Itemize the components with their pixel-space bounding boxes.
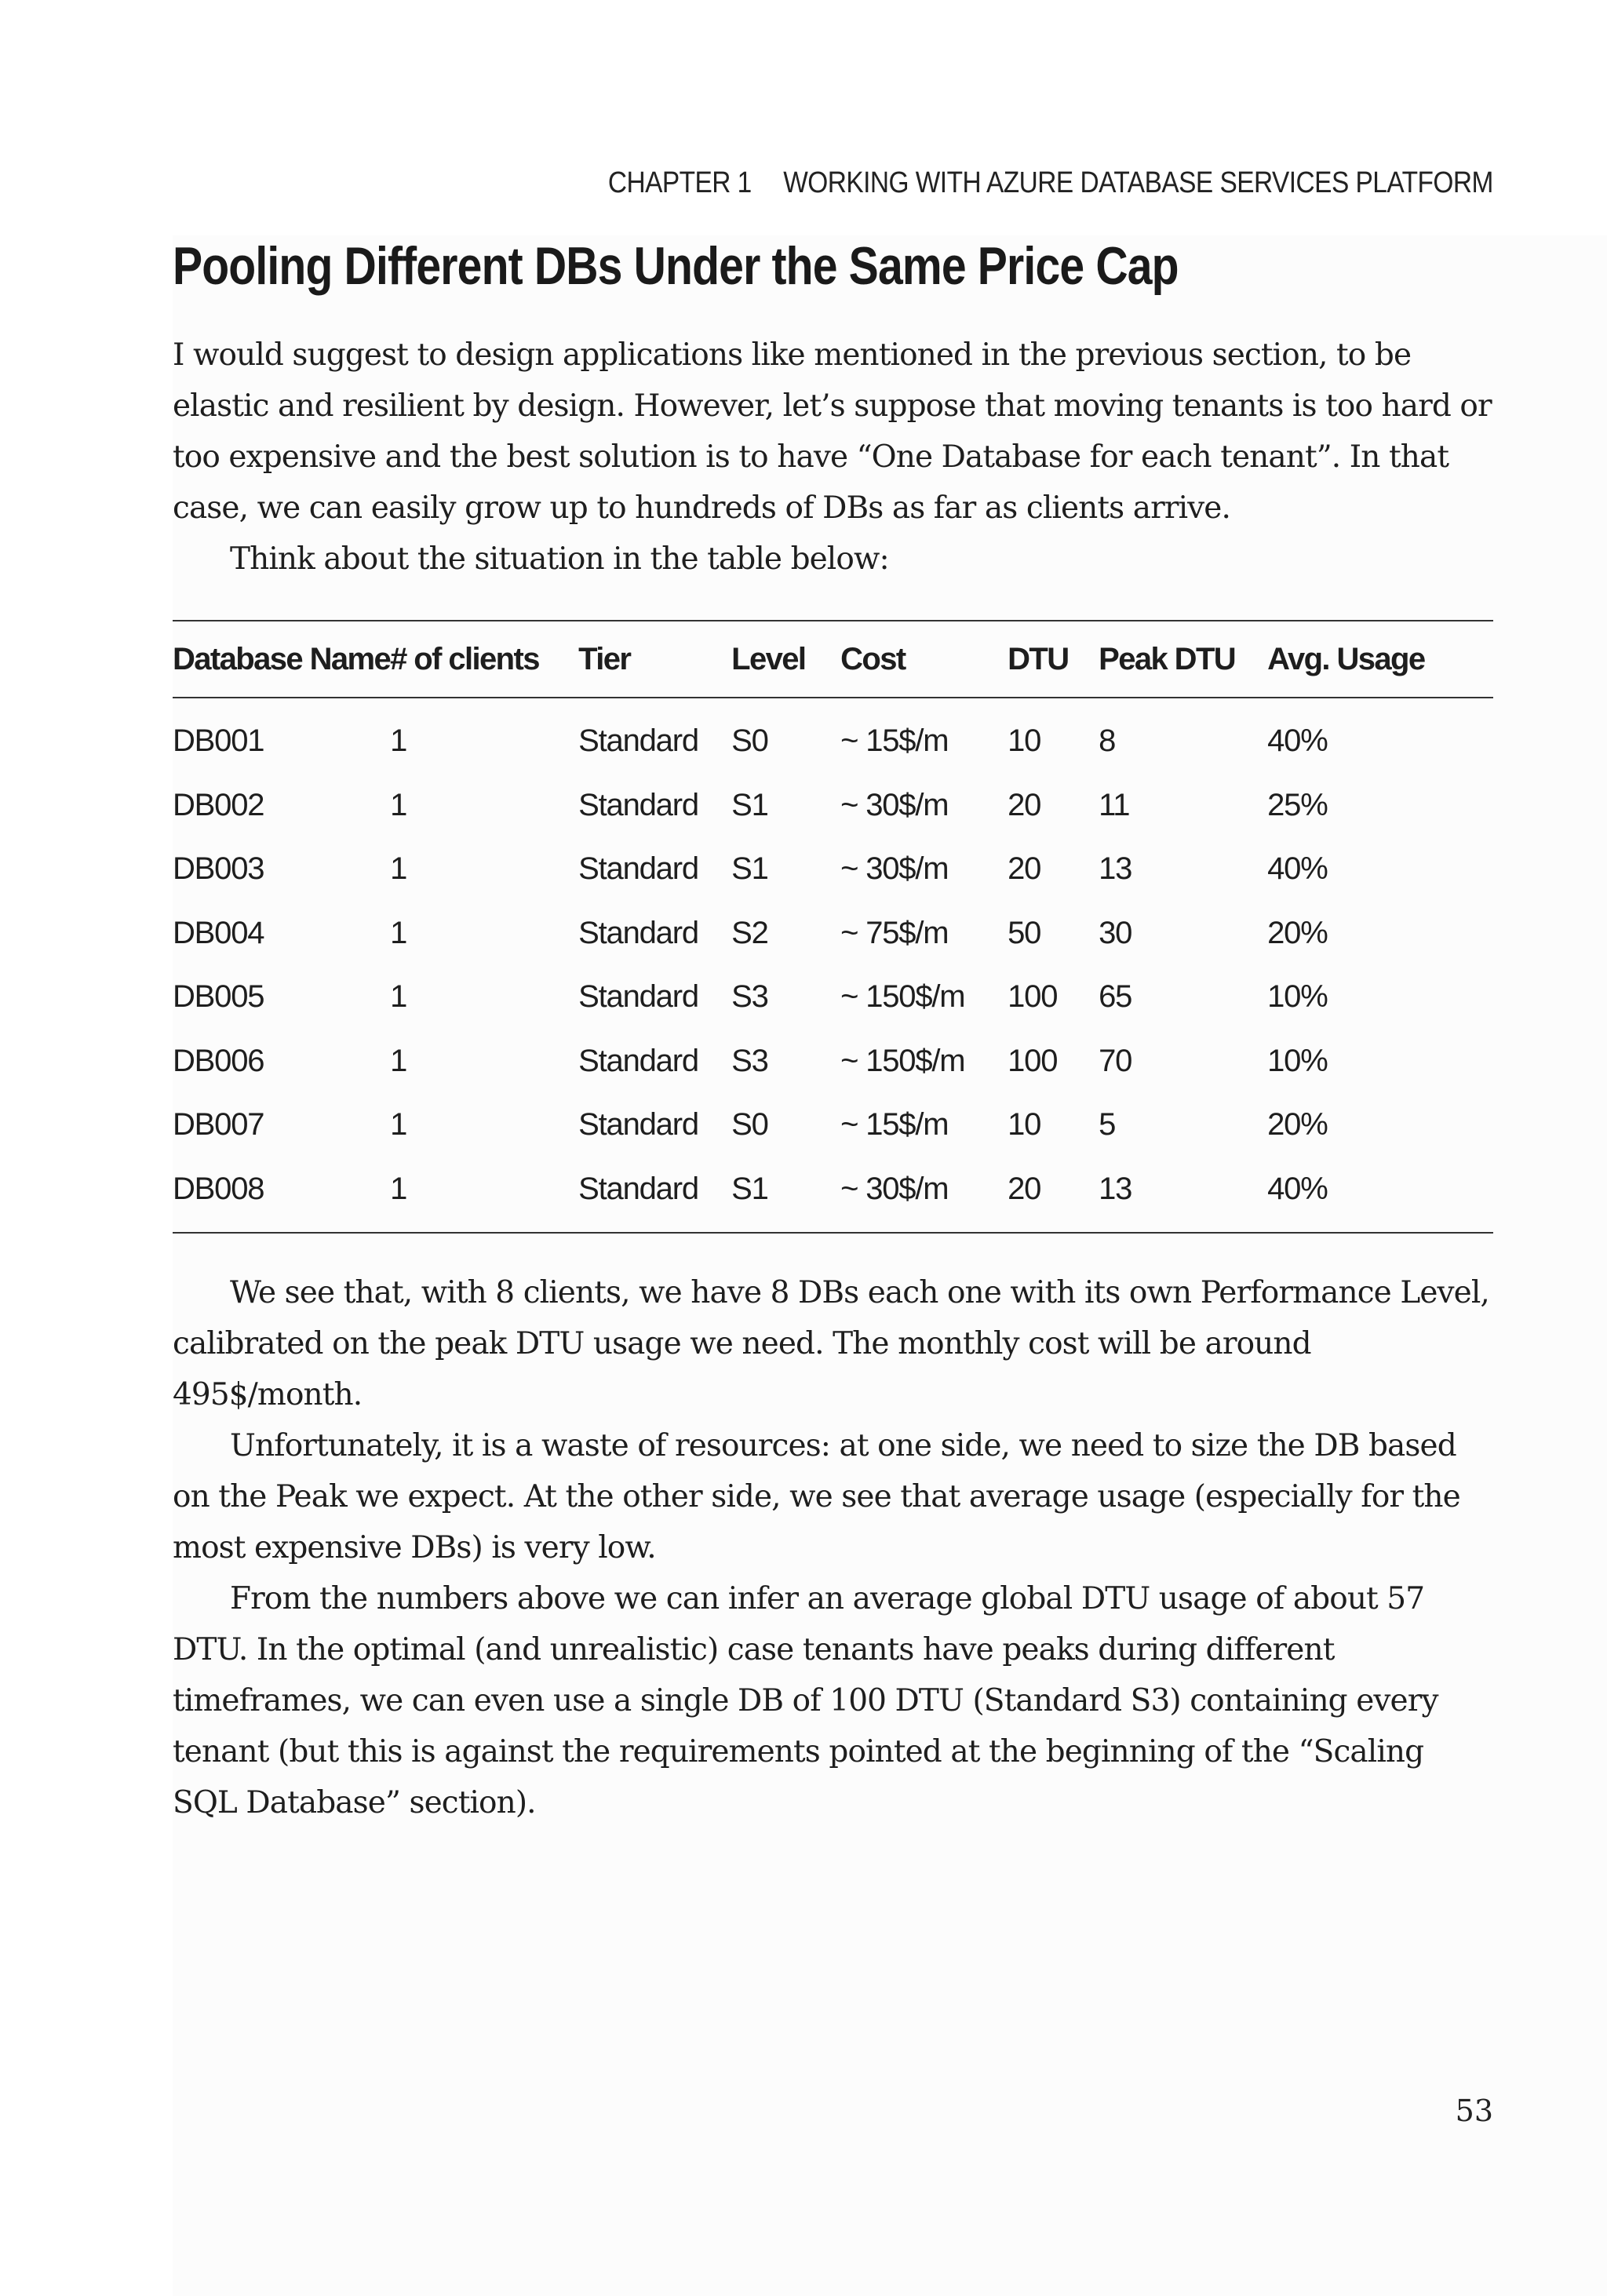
cell-clients: 1	[390, 787, 407, 822]
cell-avg-usage: 10%	[1267, 1043, 1328, 1078]
cell-level: S1	[731, 851, 768, 887]
page-number: 53	[1455, 2094, 1493, 2128]
header-tier: Tier	[578, 641, 631, 676]
body-paragraph-2: Unfortunately, it is a waste of resources: at one side, we need to size the DB based on the Peak we expect. At the other side, we see that average usage (especially for the most expensive DBs) is very low.	[173, 1428, 1460, 1565]
header-clients: # of clients	[390, 641, 539, 676]
table-header-row	[173, 621, 1493, 698]
cell-database-name: DB001	[173, 723, 264, 759]
cell-database-name: DB005	[173, 979, 264, 1015]
header-avg-usage: Avg. Usage	[1267, 641, 1425, 676]
cell-clients: 1	[390, 1043, 407, 1078]
cell-avg-usage: 40%	[1267, 851, 1328, 887]
cell-database-name: DB007	[173, 1107, 264, 1143]
cell-cost: ~ 30$/m	[840, 787, 949, 822]
cell-dtu: 20	[1008, 787, 1041, 822]
body-paragraph-1: We see that, with 8 clients, we have 8 DBs each one with its own Performance Level, calibrated on the peak DTU usage we need. The monthly cost will be around 495$/month.	[173, 1275, 1489, 1412]
cell-clients: 1	[390, 723, 407, 759]
cell-level: S3	[731, 1043, 768, 1078]
cell-level: S1	[731, 1171, 768, 1206]
table-row	[173, 1093, 1493, 1157]
cell-cost: ~ 15$/m	[840, 723, 949, 759]
cell-database-name: DB006	[173, 1043, 264, 1078]
cell-peak-dtu: 70	[1099, 1043, 1132, 1078]
cell-database-name: DB003	[173, 851, 264, 887]
cell-avg-usage: 40%	[1267, 1171, 1328, 1206]
cell-cost: ~ 150$/m	[840, 1043, 965, 1078]
header-level: Level	[731, 641, 806, 676]
cell-cost: ~ 30$/m	[840, 1171, 949, 1206]
cell-level: S0	[731, 723, 768, 759]
cell-tier: Standard	[578, 979, 698, 1015]
cell-dtu: 10	[1008, 723, 1041, 759]
table-row	[173, 902, 1493, 966]
cell-peak-dtu: 5	[1099, 1107, 1116, 1143]
cell-dtu: 20	[1008, 851, 1041, 887]
intro-text	[173, 330, 1493, 585]
cell-clients: 1	[390, 1171, 407, 1206]
cell-dtu: 10	[1008, 1107, 1041, 1143]
cell-dtu: 20	[1008, 1171, 1041, 1206]
cell-avg-usage: 20%	[1267, 915, 1328, 950]
cell-clients: 1	[390, 915, 407, 950]
database-table	[173, 620, 1493, 1234]
cell-peak-dtu: 65	[1099, 979, 1132, 1015]
cell-dtu: 100	[1008, 1043, 1058, 1078]
table-row	[173, 698, 1493, 774]
cell-dtu: 50	[1008, 915, 1041, 950]
header-cost: Cost	[840, 641, 906, 676]
cell-cost: ~ 75$/m	[840, 915, 949, 950]
table-row	[173, 774, 1493, 838]
running-head	[608, 166, 1493, 200]
table-row	[173, 965, 1493, 1030]
cell-avg-usage: 20%	[1267, 1107, 1328, 1143]
cell-avg-usage: 40%	[1267, 723, 1328, 759]
cell-tier: Standard	[578, 1171, 698, 1206]
cell-database-name: DB004	[173, 915, 264, 950]
cell-peak-dtu: 8	[1099, 723, 1116, 759]
cell-clients: 1	[390, 979, 407, 1015]
intro-paragraph-1: I would suggest to design applications like mentioned in the previous section, to be elastic and resilient by design. However, let’s suppose that moving tenants is too hard or too expensive and the best solution is to have “One Database for each tenant”. In that case, we can easily grow up to hundreds of DBs as far as clients arrive.	[173, 337, 1492, 526]
table-row	[173, 1030, 1493, 1094]
cell-cost: ~ 30$/m	[840, 851, 949, 887]
cell-level: S1	[731, 787, 768, 822]
cell-cost: ~ 150$/m	[840, 979, 965, 1015]
table-row	[173, 837, 1493, 902]
body-paragraph-3: From the numbers above we can infer an average global DTU usage of about 57 DTU. In the optimal (and unrealistic) case tenants have peaks during different timeframes, we can even use a single DB of 100 DTU (Standard S3) containing every tenant (but this is against the requirements pointed at the beginning of the “Scaling SQL Database” section).	[173, 1581, 1438, 1820]
cell-peak-dtu: 13	[1099, 1171, 1132, 1206]
cell-tier: Standard	[578, 1107, 698, 1143]
header-database-name: Database Name	[173, 641, 391, 676]
cell-clients: 1	[390, 1107, 407, 1143]
table-row	[173, 1157, 1493, 1234]
cell-tier: Standard	[578, 787, 698, 822]
cell-level: S0	[731, 1107, 768, 1143]
cell-avg-usage: 25%	[1267, 787, 1328, 822]
cell-cost: ~ 15$/m	[840, 1107, 949, 1143]
cell-tier: Standard	[578, 723, 698, 759]
cell-tier: Standard	[578, 1043, 698, 1078]
cell-level: S3	[731, 979, 768, 1015]
running-head-title: WORKING WITH AZURE DATABASE SERVICES PLATFORM	[783, 166, 1493, 199]
cell-tier: Standard	[578, 915, 698, 950]
section-title: Pooling Different DBs Under the Same Price Cap	[173, 236, 1179, 296]
header-dtu: DTU	[1008, 641, 1069, 676]
cell-peak-dtu: 13	[1099, 851, 1132, 887]
cell-avg-usage: 10%	[1267, 979, 1328, 1015]
body-text	[173, 1267, 1493, 1828]
header-peak-dtu: Peak DTU	[1099, 641, 1236, 676]
intro-paragraph-2: Think about the situation in the table below:	[230, 541, 889, 577]
cell-peak-dtu: 30	[1099, 915, 1132, 950]
cell-tier: Standard	[578, 851, 698, 887]
cell-level: S2	[731, 915, 768, 950]
cell-clients: 1	[390, 851, 407, 887]
cell-dtu: 100	[1008, 979, 1058, 1015]
cell-peak-dtu: 11	[1099, 787, 1130, 822]
cell-database-name: DB008	[173, 1171, 264, 1206]
cell-database-name: DB002	[173, 787, 264, 822]
running-head-chapter: CHAPTER 1	[607, 166, 752, 199]
